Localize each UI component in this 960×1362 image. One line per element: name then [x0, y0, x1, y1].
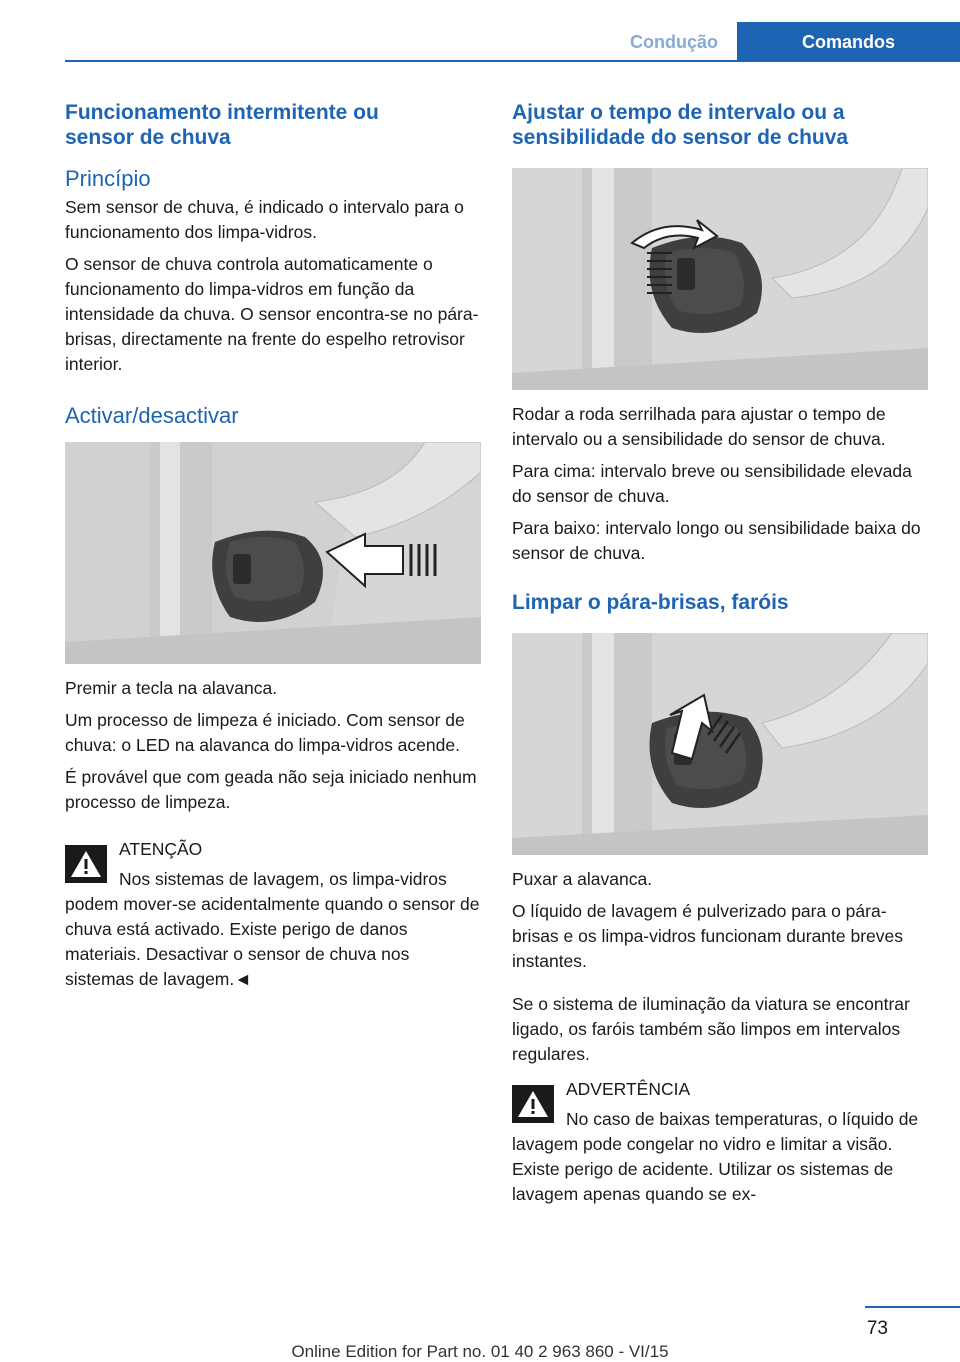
section-tab: Condução: [613, 22, 735, 62]
header-rule: [65, 60, 960, 62]
section-title-interval: Ajustar o tempo de intervalo ou a sensibilidade do sensor de chuva: [512, 101, 849, 149]
subheading-activate: Activar/desactivar: [65, 403, 239, 428]
edition-footer: Online Edition for Part no. 01 40 2 963 860 - VI/15: [291, 1342, 669, 1361]
paragraph: Sem sensor de chuva, é indicado o intervalo para o funcionamento dos limpa-vidros.: [65, 197, 464, 242]
paragraph: Rodar a roda serrilhada para ajustar o tempo de intervalo ou a sensibilidade do sensor de chuva.: [512, 404, 886, 449]
wiper-pull-illustration: [512, 633, 928, 855]
figure-pull-lever: [512, 633, 928, 855]
page-number: 73: [866, 1318, 888, 1339]
paragraph: Para baixo: intervalo longo ou sensibilidade baixa do sensor de chuva.: [512, 518, 921, 563]
page-header: [65, 22, 960, 62]
warning-box-advertencia: [512, 1077, 928, 1207]
wiper-thumbwheel-illustration: [512, 168, 928, 390]
paragraph: Um processo de limpeza é iniciado. Com sensor de chuva: o LED na alavanca do limpa-vidros acende.: [65, 710, 465, 755]
section-title-clean: Limpar o pára-brisas, faróis: [512, 591, 789, 614]
warning-box-attention: [65, 837, 481, 992]
figure-press-button: [65, 442, 481, 664]
figure-thumbwheel: [512, 168, 928, 390]
wiper-stalk-press-illustration: [65, 442, 481, 664]
warning-title: ADVERTÊNCIA: [566, 1079, 691, 1099]
left-column: [65, 100, 481, 992]
paragraph: Premir a tecla na alavanca.: [65, 678, 278, 698]
warning-triangle-icon: [512, 1085, 554, 1123]
paragraph: O sensor de chuva controla automaticamente o funcionamento do limpa-vidros em função da intensidade da chuva. O sensor encontra-se no pára-brisas, directamente na frente do espelho retrovisor interior.: [65, 254, 479, 374]
paragraph: Puxar a alavanca.: [512, 869, 653, 889]
footer-rule: [865, 1306, 960, 1308]
subheading-principle: Princípio: [65, 166, 151, 191]
warning-title: ATENÇÃO: [119, 839, 203, 859]
paragraph: Para cima: intervalo breve ou sensibilidade elevada do sensor de chuva.: [512, 461, 912, 506]
warning-triangle-icon: [65, 845, 107, 883]
warning-text: No caso de baixas temperaturas, o líquido de lavagem pode congelar no vidro e limitar a visão. Existe perigo de acidente. Utilizar os sistemas de lavagem apenas quando se ex-: [512, 1109, 919, 1204]
paragraph: O líquido de lavagem é pulverizado para o pára-brisas e os limpa-vidros funcionam durante breves instantes.: [512, 901, 904, 971]
chapter-tab: Comandos: [737, 22, 960, 62]
paragraph: É provável que com geada não seja iniciado nenhum processo de limpeza.: [65, 767, 477, 812]
right-column: [512, 100, 928, 1207]
section-title-intermittent: Funcionamento intermitente ou sensor de chuva: [65, 101, 379, 149]
warning-text: Nos sistemas de lavagem, os limpa-vidros podem mover-se acidentalmente quando o sensor de chuva está activado. Existe perigo de danos materiais. Desactivar o sensor de chuva nos sistemas de lavagem.◄: [65, 869, 480, 989]
paragraph: Se o sistema de iluminação da viatura se encontrar ligado, os faróis também são limpos em intervalos regulares.: [512, 994, 910, 1064]
